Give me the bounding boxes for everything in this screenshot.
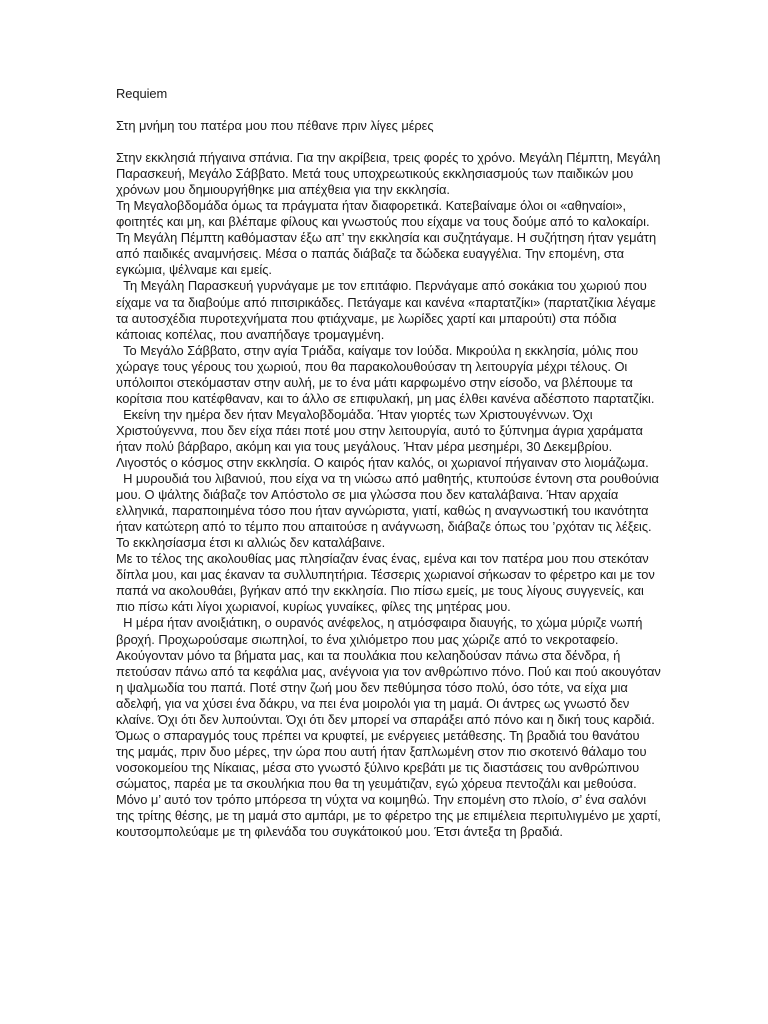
paragraph-4: Το Μεγάλο Σάββατο, στην αγία Τριάδα, καίγαμε τον Ιούδα. Μικρούλα η εκκλησία, μόλις που χώραγε τους γέρους του χωριού, που θα παρακολουθούσαν τη λειτουργία μέχρι τέλους. Οι υπόλοιποι στεκόμασταν στην αυλή, με το ένα μάτι καρφωμένο στην είσοδο, να βλέπουμε τα κορίτσια που κατέφθαναν, και το άλλο σε επιφυλακή, μη μας έλθει κανένα αδέσποτο παρτατζίκι.	[116, 342, 655, 406]
paragraph-8: Η μέρα ήταν ανοιξιάτικη, ο ουρανός ανέφελος, η ατμόσφαιρα διαυγής, το χώμα μύριζε νωπή βροχή. Προχωρούσαμε σιωπηλοί, το ένα χιλιόμετρο που μας χώριζε από το νεκροταφείο. Ακούγονταν μόνο τα βήματα μας, και τα πουλάκια που κελαηδούσαν πάνω στα δένδρα, ή πετούσαν πάνω από τα κεφάλια μας, ανέγνοια για τον ανθρώπινο πόνο. Πού και πού ακουγόταν η ψαλμωδία του παπά. Ποτέ στην ζωή μου δεν πεθύμησα τόσο πολύ, όσο τότε, να είχα μια αδελφή, για να χύσει ένα δάκρυ, να πει ένα μοιρολόι για τη μαμά. Οι άντρες ως γνωστό δεν κλαίνε. Όχι ότι δεν λυπούνται. Όχι ότι δεν μπορεί να σπαράξει από πόνο και η δική τους καρδιά. Όμως ο σπαραγμός τους πρέπει να κρυφτεί, με ενέργειες μετάθεσης. Τη βραδιά του θανάτου της μαμάς, πριν δυο μέρες, την ώρα που αυτή ήταν ξαπλωμένη στον πιο σκοτεινό θάλαμο του νοσοκομείου της Νίκαιας, μέσα στο γνωστό ξύλινο κρεβάτι με τις διαστάσεις του ανθρώπινου σώματος, παρέα με τα σκουλήκια που θα τη γευμάτιζαν, εγώ χόρευα πεντοζάλι και μεθούσα. Μόνο μ’ αυτό τον τρόπο μπόρεσα τη νύχτα να κοιμηθώ. Την επομένη στο πλοίο, σ’ ένα σαλόνι της τρίτης θέσης, με τη μαμά στο αμπάρι, με το φέρετρο της με επιμέλεια περιτυλιγμένο με χαρτί, κουτσομπολεύαμε με τη φιλενάδα του συγκάτοικού μου. Έτσι άντεξα τη βραδιά.	[116, 615, 665, 840]
paragraph-3: Τη Μεγάλη Παρασκευή γυρνάγαμε με τον επιτάφιο. Περνάγαμε από σοκάκια του χωριού που είχαμε να τα διαβούμε από πιτσιρικάδες. Πετάγαμε και κανένα «παρτατζίκι» (παρτατζίκια λέγαμε τα αυτοσχέδια πυροτεχνήματα που φτιάχναμε, με λωρίδες χαρτί και μπαρούτι) στα πόδια κάποιας κοπέλας, που αναπήδαγε τρομαγμένη.	[116, 278, 660, 342]
paragraph-7: Με το τέλος της ακολουθίας μας πλησίαζαν ένας ένας, εμένα και τον πατέρα μου που στεκόταν δίπλα μου, και μας έκαναν τα συλλυπητήρια. Τέσσερις χωριανοί σήκωσαν το φέρετρο και με τον παπά να ακολουθάει, βγήκαν από την εκκλησία. Πιο πίσω εμείς, με τους λίγους συγγενείς, και πιο πίσω κάτι λίγοι χωριανοί, κυρίως γυναίκες, φίλες της μητέρας μου.	[116, 551, 659, 615]
paragraph-5: Εκείνη την ημέρα δεν ήταν Μεγαλοβδομάδα. Ήταν γιορτές των Χριστουγέννων. Όχι Χριστούγεννα, που δεν είχα πάει ποτέ μου στην λειτουργία, αυτό το ξύπνημα άγρια χαράματα ήταν πολύ βάρβαρο, ακόμη και για τους μεγάλους. Ήταν μέρα μεσημέρι, 30 Δεκεμβρίου. Λιγοστός ο κόσμος στην εκκλησία. Ο καιρός ήταν καλός, οι χωριανοί πήγαιναν στο λιομάζωμα.	[116, 406, 649, 470]
document-page	[116, 86, 665, 840]
paragraph-2: Τη Μεγαλοβδομάδα όμως τα πράγματα ήταν διαφορετικά. Κατεβαίναμε όλοι οι «αθηναίοι», φοιτητές και μη, και βλέπαμε φίλους και γνωστούς που είχαμε να τους δούμε από το καλοκαίρι. Τη Μεγάλη Πέμπτη καθόμασταν έξω απ’ την εκκλησία και συζητάγαμε. Η συζήτηση ήταν γεμάτη από παιδικές αναμνήσεις. Μέσα ο παπάς διάβαζε τα δώδεκα ευαγγέλια. Την επομένη, στα εγκώμια, ψέλναμε και εμείς.	[116, 198, 660, 278]
paragraph-6: Η μυρουδιά του λιβανιού, που είχα να τη νιώσω από μαθητής, κτυπούσε έντονη στα ρουθούνια μου. Ο ψάλτης διάβαζε τον Απόστολο σε μια γλώσσα που δεν καταλάβαινα. Ήταν αρχαία ελληνικά, παραποιημένα τόσο που ήταν αγνώριστα, γιατί, καθώς η αναγνωστική του ικανότητα ήταν κατώτερη από το τέμπο που απαιτούσε η ανάγνωση, διάβαζε όπως του ’ρχόταν τις λέξεις. Το εκκλησίασμα έτσι κι αλλιώς δεν καταλάβαινε.	[116, 471, 663, 551]
dedication-line: Στη μνήμη του πατέρα μου που πέθανε πριν λίγες μέρες	[116, 118, 434, 134]
document-title: Requiem	[116, 86, 168, 101]
paragraph-1: Στην εκκλησιά πήγαινα σπάνια. Για την ακρίβεια, τρεις φορές το χρόνο. Μεγάλη Πέμπτη, Μεγάλη Παρασκευή, Μεγάλο Σάββατο. Μετά τους υποχρεωτικούς εκκλησιασμούς των παιδικών μου χρόνων μου δημιουργήθηκε μια απέχθεια για την εκκλησία.	[116, 150, 664, 198]
